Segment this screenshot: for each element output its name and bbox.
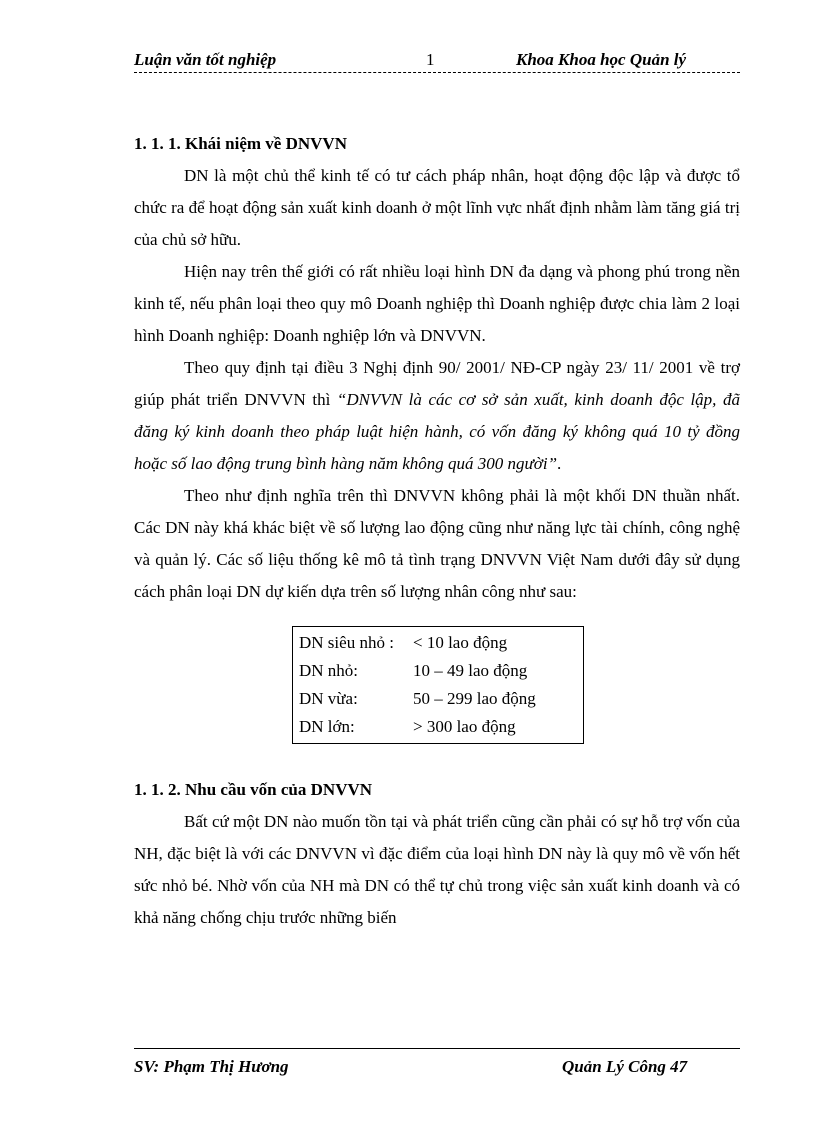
classification-table — [292, 626, 584, 744]
table-row — [299, 713, 577, 741]
table-cell-type: DN siêu nhỏ : — [299, 633, 394, 652]
header-faculty-label: Khoa Khoa học Quản lý — [516, 50, 687, 69]
table-cell-type: DN vừa: — [299, 689, 358, 708]
decree-text: Theo quy định tại điều 3 Nghị định 90/ 2001/ NĐ-CP ngày 23/ 11/ 2001 về trợ giúp phát triển DNVVN thì — [134, 358, 740, 409]
page-number: 1 — [426, 50, 435, 69]
header-thesis-label: Luận văn tốt nghiệp — [134, 50, 277, 69]
table-cell-labor: < 10 lao động — [413, 633, 508, 652]
table-row — [299, 629, 577, 657]
paragraph-types: Hiện nay trên thế giới có rất nhiều loại hình DN đa dạng và phong phú trong nền kinh tế, nếu phân loại theo quy mô Doanh nghiệp thì Doanh nghiệp được chia làm 2 loại hình Doanh nghiệp: Doanh nghiệp lớn và DNVVN. — [134, 262, 740, 345]
table-cell-labor: > 300 lao động — [413, 717, 516, 736]
table-cell-labor: 50 – 299 lao động — [413, 689, 536, 708]
table-cell-type: DN nhỏ: — [299, 661, 359, 680]
decree-quote: “DNVVN là các cơ sở sản xuất, kinh doanh độc lập, đã đăng ký kinh doanh theo pháp luật hiện hành, có vốn đăng ký không quá 10 tỷ đồng hoặc số lao động trung bình hàng năm không quá 300 người” — [134, 390, 740, 473]
page-body — [134, 128, 740, 934]
paragraph-classification: Theo như định nghĩa trên thì DNVVN không phải là một khối DN thuần nhất. Các DN này khá khác biệt về số lượng lao động cũng như năng lực tài chính, công nghệ và quản lý. Các số liệu thống kê mô tả tình trạng DNVVN Việt Nam dưới đây sử dụng cách phân loại DN dự kiến dựa trên số lượng nhân công như sau: — [134, 486, 740, 601]
table-cell-type: DN lớn: — [299, 717, 355, 736]
paragraph-definition: DN là một chủ thể kinh tế có tư cách pháp nhân, hoạt động độc lập và được tổ chức ra để hoạt động sản xuất kinh doanh ở một lĩnh vực nhất định nhằm làm tăng giá trị của chủ sở hữu. — [134, 166, 740, 249]
footer-student-name: SV: Phạm Thị Hương — [134, 1057, 289, 1076]
decree-end: . — [557, 454, 562, 473]
page-footer — [134, 1048, 740, 1081]
page-header — [134, 48, 740, 73]
table-row — [299, 657, 577, 685]
table-row — [299, 685, 577, 713]
section-heading-1-1-2: 1. 1. 2. Nhu cầu vốn của DNVVN — [134, 780, 373, 799]
footer-class-label: Quản Lý Công 47 — [562, 1057, 688, 1076]
section-heading-1-1-1: 1. 1. 1. Khái niệm về DNVVN — [134, 134, 347, 153]
paragraph-decree — [134, 352, 740, 480]
paragraph-capital-needs: Bất cứ một DN nào muốn tồn tại và phát triển cũng cần phải có sự hỗ trợ vốn của NH, đặc biệt là với các DNVVN vì đặc điểm của loại hình DN này là quy mô về vốn hết sức nhỏ bé. Nhờ vốn của NH mà DN có thể tự chủ trong việc sản xuất kinh doanh và có khả năng chống chịu trước những biến — [134, 812, 740, 927]
table-cell-labor: 10 – 49 lao động — [413, 661, 528, 680]
